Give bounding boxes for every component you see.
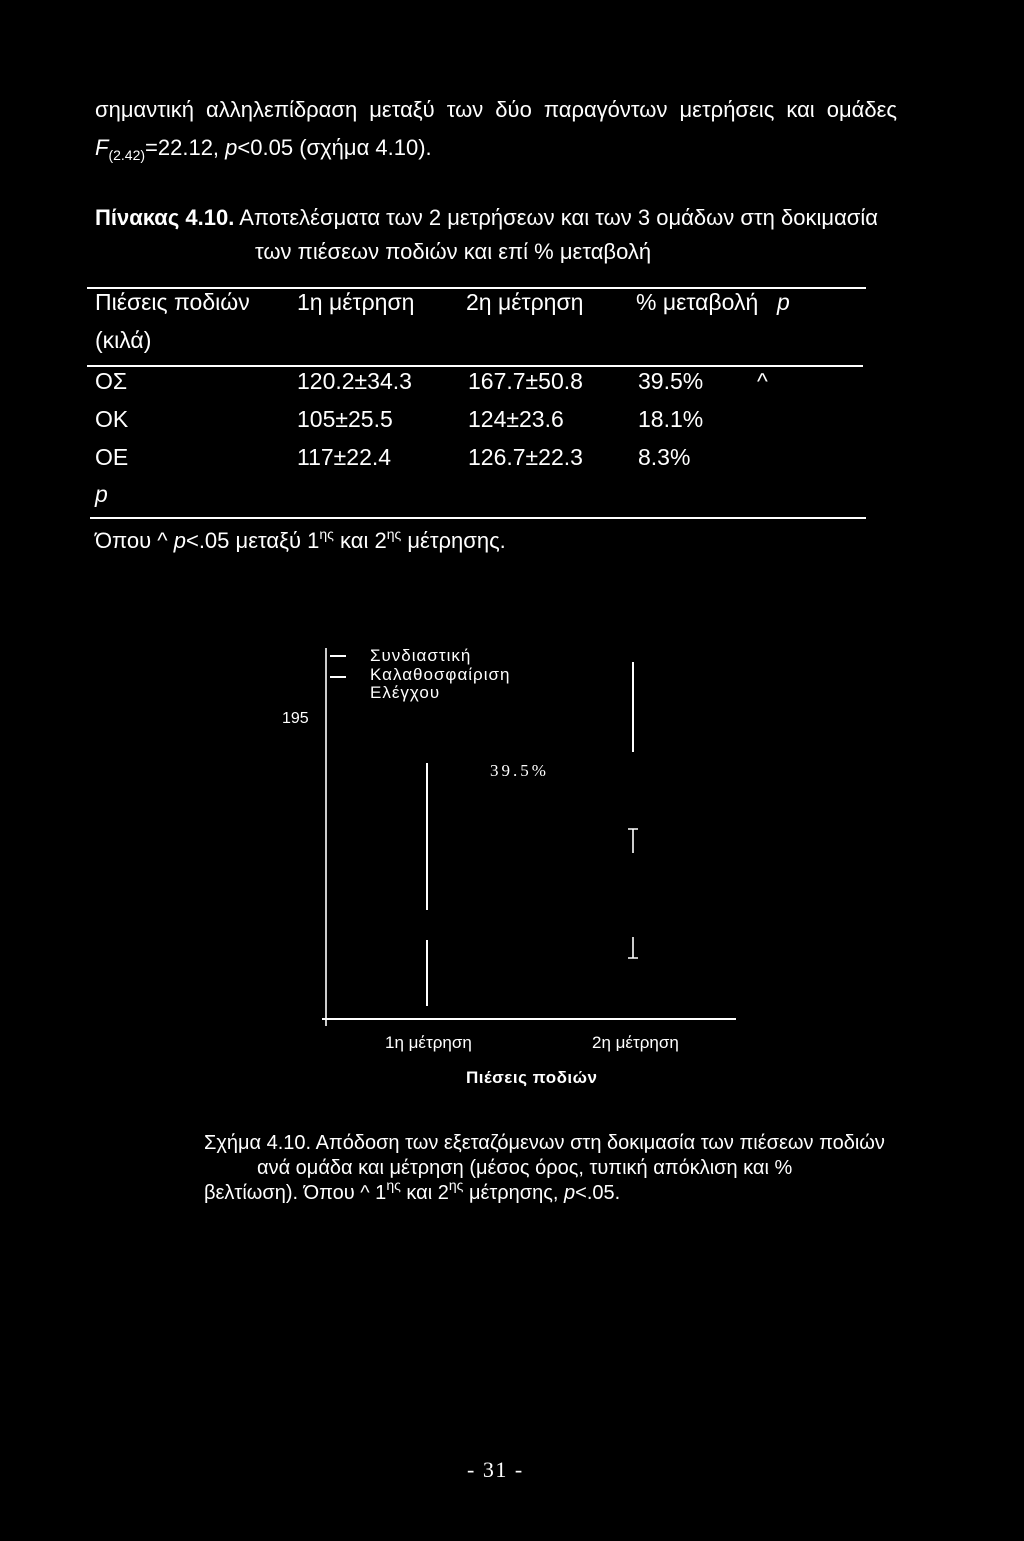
paragraph-line-1: σημαντική αλληλεπίδραση μεταξύ των δύο παραγόντων μετρήσεις και ομάδες	[95, 97, 897, 122]
figure-caption-line-2: ανά ομάδα και μέτρηση (μέσος όρος, τυπική απόκλιση και %	[257, 1157, 793, 1179]
table-title-line-2: των πιέσεων ποδιών και επί % μεταβολή	[255, 239, 652, 264]
row-significance-mark: ^	[757, 368, 768, 394]
legend-entry: Ελέγχου	[370, 683, 441, 702]
p-symbol: p	[225, 135, 238, 160]
error-bar-lower	[628, 937, 638, 958]
x-axis-label: Πιέσεις ποδιών	[466, 1068, 598, 1087]
row-second-measurement: 126.7±22.3	[468, 444, 583, 470]
header-p: p	[777, 289, 790, 315]
header-first-measurement: 1η μέτρηση	[297, 289, 415, 315]
row-second-measurement: 167.7±50.8	[468, 368, 583, 394]
figure-caption-line-1: Σχήμα 4.10. Απόδοση των εξεταζόμενων στη δοκιμασία των πιέσεων ποδιών	[204, 1132, 885, 1154]
note-text-2: και 2	[333, 528, 387, 553]
p-value-reference: <0.05 (σχήμα 4.10).	[237, 135, 432, 160]
caption-superscript-1: ης	[386, 1177, 401, 1193]
row-first-measurement: 105±25.5	[297, 406, 393, 432]
caption-text-3: μέτρησης,	[463, 1182, 565, 1204]
note-p-symbol: p	[173, 528, 186, 553]
table-header-rule	[87, 365, 863, 367]
note-text-1: <.05 μεταξύ 1	[185, 528, 320, 553]
figure-plot-area	[260, 640, 760, 1040]
row-percent-change: 39.5%	[638, 368, 704, 394]
header-second-measurement: 2η μέτρηση	[466, 289, 584, 315]
table-bottom-rule	[90, 517, 866, 519]
legend-entry: Καλαθοσφαίριση	[370, 665, 511, 684]
f-statistic-value: =22.12,	[145, 135, 226, 160]
row-percent-change: 18.1%	[638, 406, 704, 432]
y-tick-label: 195	[282, 710, 309, 727]
table-label: Πίνακας 4.10.	[95, 205, 235, 230]
caption-text-2: και 2	[400, 1182, 449, 1204]
caption-text-1: βελτίωση). Όπου ^ 1	[204, 1182, 387, 1204]
note-prefix: Όπου ^	[95, 528, 174, 553]
table-title-text: Αποτελέσματα των 2 μετρήσεων και των 3 ομάδων στη δοκιμασία	[239, 205, 878, 230]
row-first-measurement: 117±22.4	[297, 444, 392, 470]
caption-superscript-2: ης	[448, 1177, 464, 1193]
note-text-3: μέτρησης.	[401, 528, 506, 553]
row-second-measurement: 124±23.6	[468, 406, 564, 432]
row-first-measurement: 120.2±34.3	[297, 368, 412, 394]
table-note	[95, 528, 506, 556]
header-group: Πιέσεις ποδιών	[95, 289, 250, 315]
note-superscript-2: ης	[386, 526, 402, 542]
paragraph-line-2	[95, 135, 432, 163]
x-tick-label: 1η μέτρηση	[385, 1033, 472, 1052]
row-group: ΟΚ	[95, 406, 129, 432]
header-unit: (κιλά)	[95, 327, 152, 353]
row-group: ΟΕ	[95, 444, 129, 470]
degrees-of-freedom: (2.42)	[108, 147, 146, 163]
error-bar-upper	[628, 829, 638, 853]
note-superscript-1: ης	[319, 526, 334, 542]
row-group: ΟΣ	[95, 368, 128, 394]
caption-text-4: <.05.	[575, 1182, 621, 1204]
table-title-line-1	[95, 205, 878, 231]
p-row-label: p	[95, 481, 108, 507]
x-tick-label: 2η μέτρηση	[592, 1033, 679, 1052]
caption-p-symbol: p	[564, 1182, 576, 1204]
header-percent-change: % μεταβολή	[636, 289, 759, 315]
legend-entry: Συνδιαστική	[370, 646, 472, 665]
figure-caption-line-3	[204, 1177, 621, 1207]
row-percent-change: 8.3%	[638, 444, 691, 470]
page-number: - 31 -	[467, 1457, 524, 1482]
f-statistic-symbol: F	[95, 135, 109, 160]
percent-change-annotation: 39.5%	[490, 761, 549, 780]
